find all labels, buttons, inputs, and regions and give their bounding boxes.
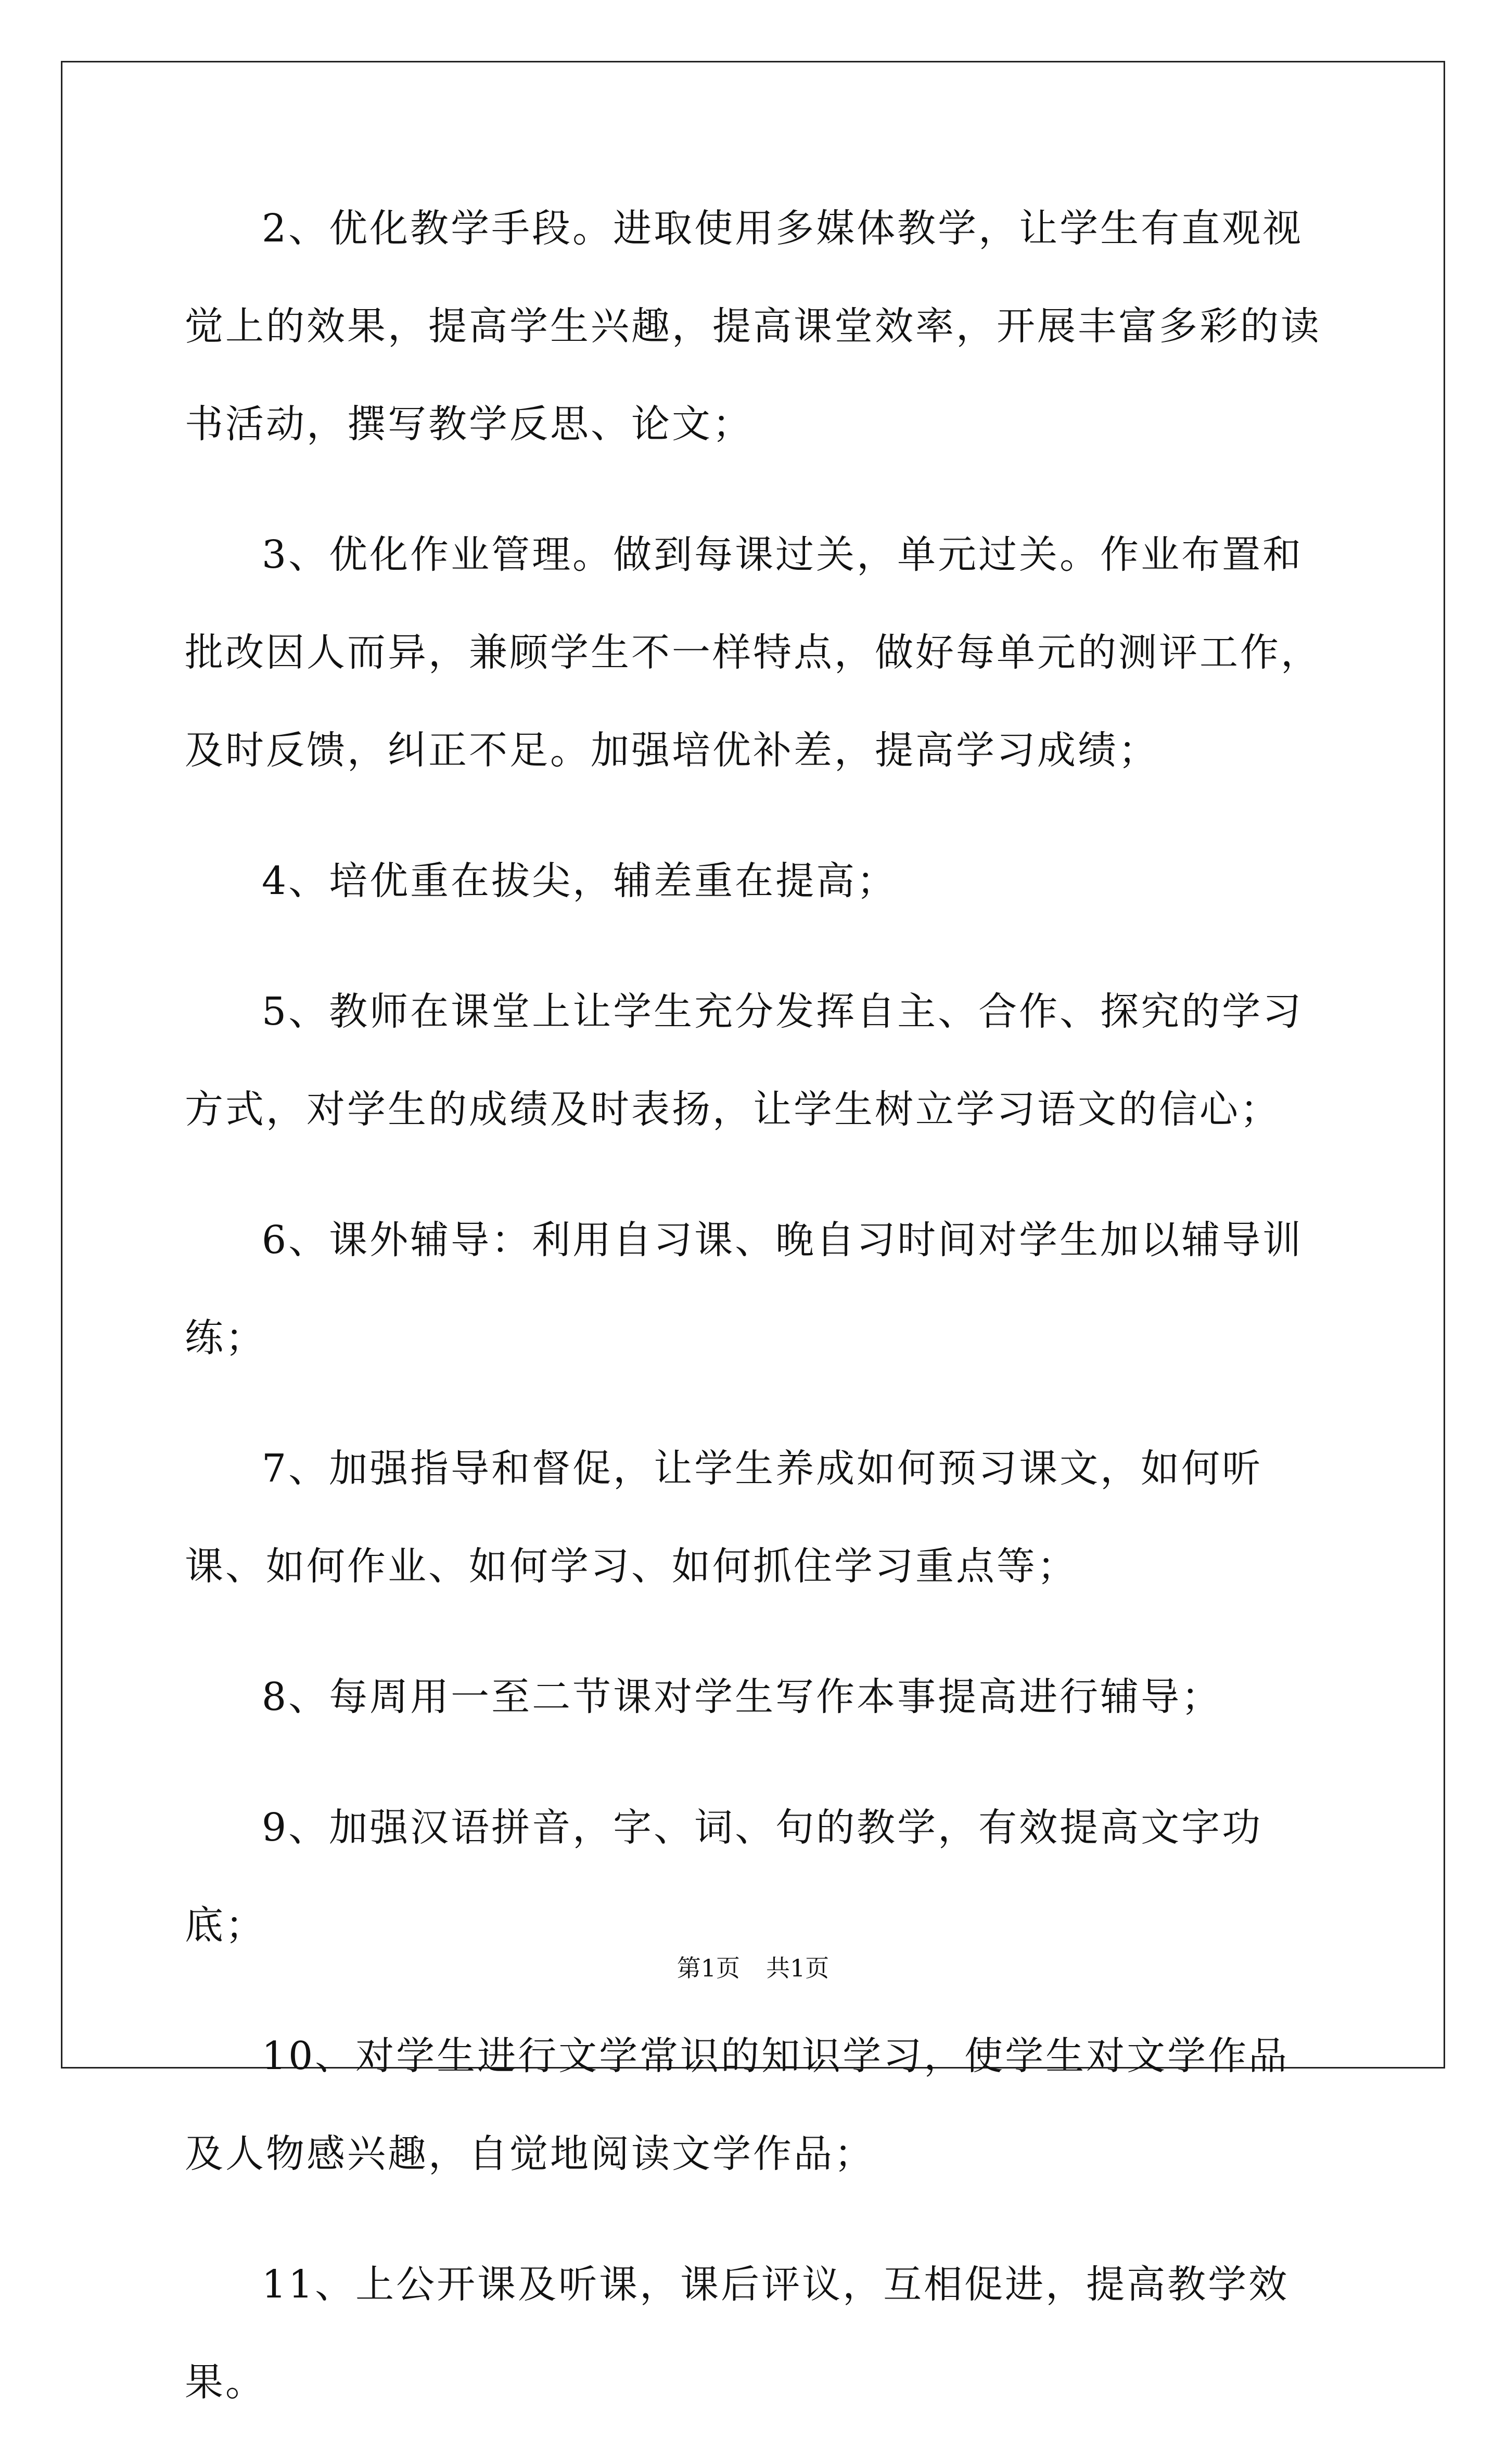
page-number-total: 共1页: [766, 1954, 829, 1982]
page-number-current: 第1页: [677, 1954, 740, 1982]
document-body: [185, 180, 1330, 2464]
paragraph: 5、教师在课堂上让学生充分发挥自主、合作、探究的学习方式，对学生的成绩及时表扬，让学生树立学习语文的信心；: [185, 989, 1304, 1132]
paragraph: 3、优化作业管理。做到每课过关，单元过关。作业布置和批改因人而异，兼顾学生不一样特点，做好每单元的测评工作，及时反馈，纠正不足。加强培优补差，提高学习成绩；: [185, 532, 1321, 773]
paragraph: 7、加强指导和督促，让学生养成如何预习课文，如何听课、如何作业、如何学习、如何抓住学习重点等；: [185, 1446, 1263, 1589]
paragraph: 9、加强汉语拼音，字、词、句的教学，有效提高文字功底；: [185, 1805, 1263, 1948]
paragraph: 8、每周用一至二节课对学生写作本事提高进行辅导；: [262, 1675, 1222, 1719]
paragraph: 2、优化教学手段。进取使用多媒体教学，让学生有直观视觉上的效果，提高学生兴趣，提高课堂效率，开展丰富多彩的读书活动，撰写教学反思、论文；: [185, 206, 1321, 446]
paragraph: 6、课外辅导：利用自习课、晚自习时间对学生加以辅导训练；: [185, 1218, 1304, 1360]
paragraph: 4、培优重在拔尖，辅差重在提高；: [262, 859, 898, 903]
page-footer: [0, 1952, 1506, 1984]
paragraph: 11、上公开课及听课，课后评议，互相促进，提高教学效果。: [185, 2262, 1290, 2405]
paragraph: 10、对学生进行文学常识的知识学习，使学生对文学作品及人物感兴趣，自觉地阅读文学作品；: [185, 2034, 1290, 2176]
